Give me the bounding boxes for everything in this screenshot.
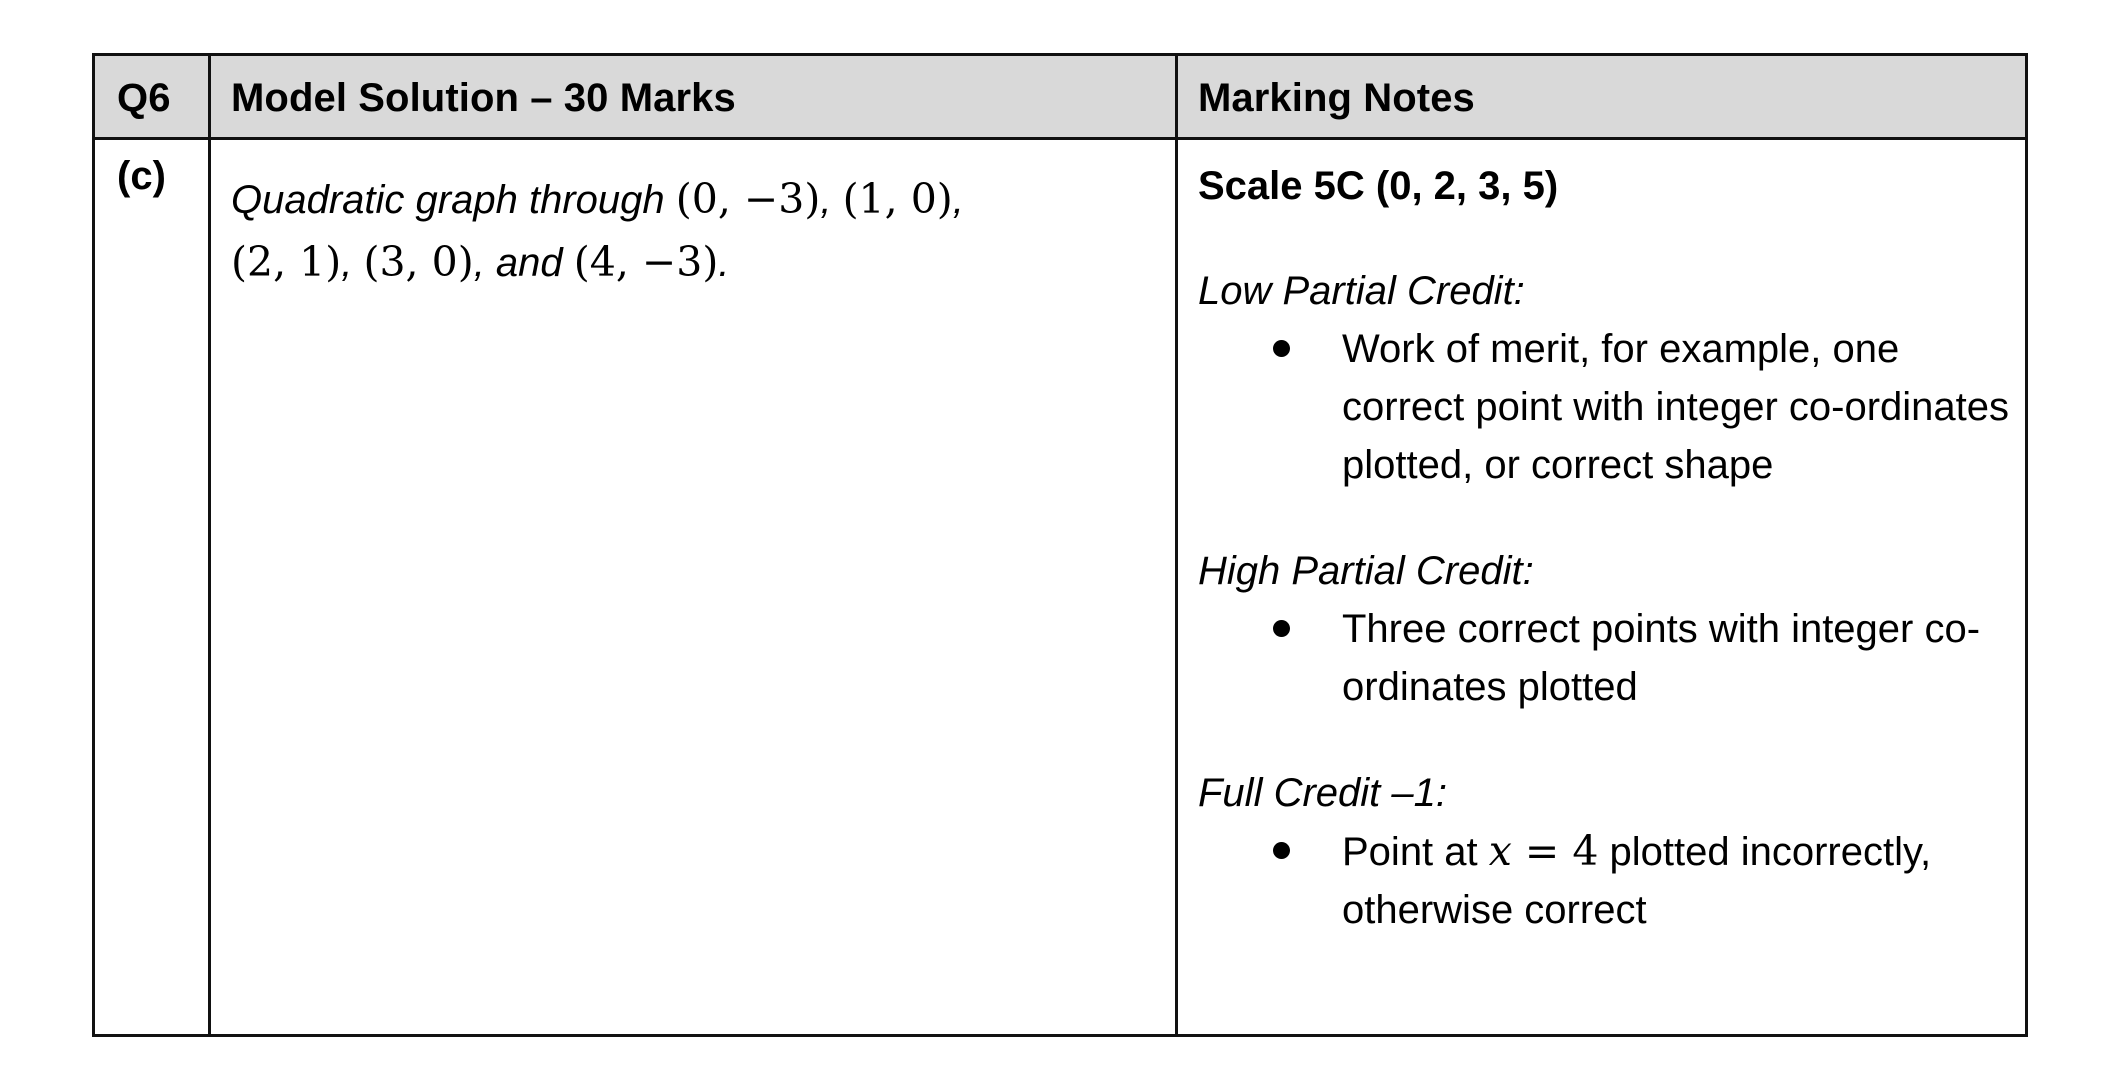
solution-intro: Quadratic graph through [231,178,676,222]
solution-end: . [718,241,730,285]
full-credit-text-pre: Point at [1342,830,1489,874]
solution-separator: , [952,178,964,222]
solution-point: (1, 0) [842,175,953,223]
solution-separator: , [341,241,364,285]
low-partial-credit-group [1198,262,2016,494]
math-equals: = [1511,827,1573,875]
low-partial-credit-text: Work of merit, for example, one correct point with integer co-ordinates plotted, or correct shape [1342,327,2009,487]
list-item [1198,822,2016,939]
high-partial-credit-group [1198,542,2016,716]
solution-point: (2, 1) [231,238,342,286]
high-partial-credit-title: High Partial Credit: [1198,549,1534,593]
bullet-icon [1273,620,1290,637]
full-credit-text-post: plotted incorrectly, otherwise correct [1342,830,1932,932]
part-label: (c) [117,154,166,198]
solution-separator: , and [473,241,574,285]
bullet-icon [1273,340,1290,357]
marking-scheme-table [92,53,2028,1037]
bullet-icon [1273,842,1290,859]
scale-label: Scale 5C (0, 2, 3, 5) [1198,164,1559,208]
full-credit-title: Full Credit –1: [1198,771,1447,815]
low-partial-credit-title: Low Partial Credit: [1198,269,1525,313]
list-item [1198,320,2016,494]
math-variable: x [1488,827,1512,875]
marking-notes-body [1178,158,2028,939]
full-credit-group [1198,764,2016,939]
header-marking-notes: Marking Notes [1198,75,1475,120]
header-question: Q6 [117,75,171,120]
math-number: 4 [1572,827,1599,875]
list-item [1198,600,2016,716]
high-partial-credit-text: Three correct points with integer co-ordinates plotted [1342,607,1981,709]
solution-point: (3, 0) [363,238,474,286]
header-model-solution: Model Solution – 30 Marks [231,75,736,120]
solution-separator: , [820,178,843,222]
model-solution-text [211,168,1175,294]
solution-point: (0, −3) [675,175,821,223]
solution-point: (4, −3) [573,238,719,286]
